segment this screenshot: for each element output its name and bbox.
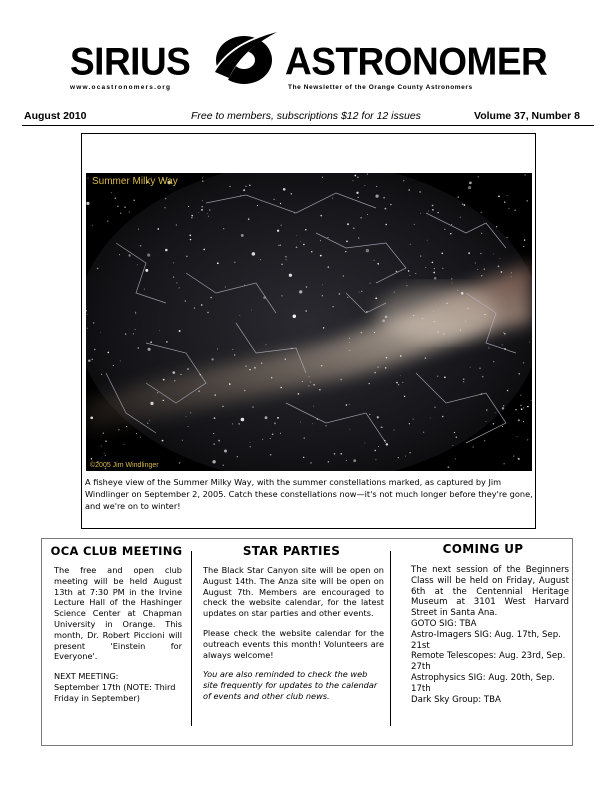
masthead-title-right: ASTRONOMER xyxy=(285,39,548,83)
sirius-swoosh-logo xyxy=(205,26,283,90)
coming-up-column xyxy=(390,542,574,726)
milky-way-photo xyxy=(86,173,532,471)
beginners-class-note: The next session of the Beginners Class will be held on Friday, August 6th at the Centennial Heritage Museum at 3101 West Harvard Street in Santa Ana. xyxy=(411,565,569,619)
oca-meeting-heading: OCA CLUB MEETING xyxy=(50,544,183,558)
announcements-box xyxy=(41,538,573,746)
issue-date: August 2010 xyxy=(24,110,87,122)
photo-overlay-title: Summer Milky Way xyxy=(92,176,178,187)
oca-meeting-text xyxy=(54,565,182,704)
star-parties-para-2: Please check the website calendar for the outreach events this month! Volunteers are always welcome! xyxy=(203,627,384,660)
next-meeting-date: September 17th (NOTE: Third Friday in September) xyxy=(54,681,176,703)
coming-up-item: GOTO SIG: TBA xyxy=(411,618,477,629)
coming-up-text xyxy=(411,565,569,705)
star-parties-text xyxy=(203,565,384,711)
oca-meeting-column xyxy=(42,539,191,745)
coming-up-item: Astrophysics SIG: Aug. 20th, Sep. 17th xyxy=(411,672,555,694)
star-parties-column xyxy=(191,544,390,726)
issue-info-bar xyxy=(22,109,594,126)
coming-up-heading: COMING UP xyxy=(442,542,524,556)
star-parties-para-3: You are also reminded to check the web site frequently for updates to the calendar of events and other club news. xyxy=(203,669,378,701)
coming-up-item: Remote Telescopes: Aug. 23rd, Sep. 27th xyxy=(411,651,566,673)
masthead-tagline: The Newsletter of the Orange County Astronomers xyxy=(288,84,473,91)
oca-meeting-body: The free and open club meeting will be held August 13th at 7:30 PM in the Irvine Lecture Hall of the Hashinger Science Center at Chapman University in Orange. This month, Dr. Robert Piccioni will present 'Einstein for Everyone'. xyxy=(54,565,182,662)
cover-photo-frame xyxy=(81,133,536,529)
masthead-title-left: SIRIUS xyxy=(70,39,191,83)
coming-up-item: Dark Sky Group: TBA xyxy=(411,694,501,705)
masthead-website: www.ocastronomers.org xyxy=(70,84,172,91)
next-meeting-label: NEXT MEETING: xyxy=(54,671,119,682)
masthead xyxy=(70,26,548,92)
star-parties-para-1: The Black Star Canyon site will be open on August 14th. The Anza site will be open on August 7th. Members are encouraged to check the website calendar, for the latest updates on star parties and other events. xyxy=(203,565,384,619)
photo-credit: ©2005 Jim Windlinger xyxy=(90,462,159,469)
issue-volume: Volume 37, Number 8 xyxy=(473,110,580,122)
subscription-note: Free to members, subscriptions $12 for 12 issues xyxy=(191,110,421,122)
star-parties-heading: STAR PARTIES xyxy=(242,544,341,558)
coming-up-item: Astro-Imagers SIG: Aug. 17th, Sep. 21st xyxy=(411,629,561,651)
milky-way-image xyxy=(86,173,532,471)
photo-caption: A fisheye view of the Summer Milky Way, with the summer constellations marked, as captured by Jim Windlinger on September 2, 2005. Catch these constellations now—it's not much longer before they're gone, and we're on to winter! xyxy=(85,477,533,511)
